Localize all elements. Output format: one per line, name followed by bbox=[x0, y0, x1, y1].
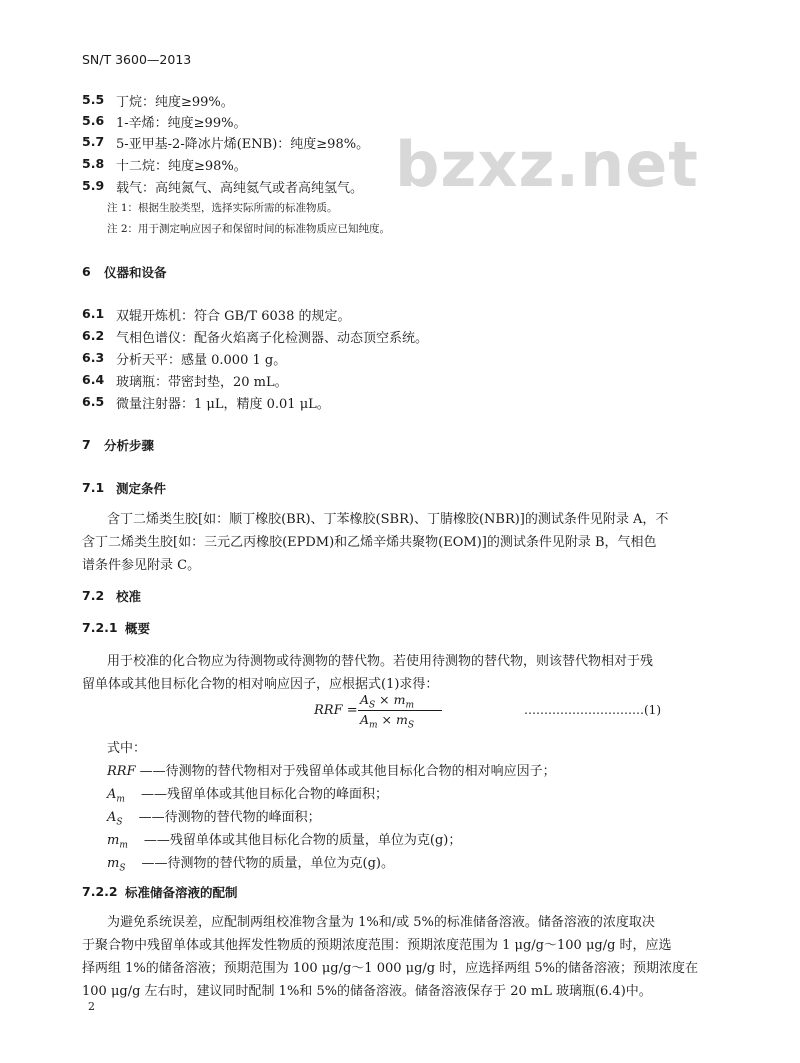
paragraph-7-1-line-2: 含丁二烯类生胶[如：三元乙丙橡胶(EPDM)和乙烯辛烯共聚物(EOM)]的测试条件见附录 B，气相色 bbox=[82, 535, 657, 550]
definition-subscript: S bbox=[116, 817, 123, 828]
definition-text: 待测物的替代物的质量，单位为克(g)。 bbox=[167, 856, 394, 871]
item-6-1-number: 6.1 bbox=[82, 306, 105, 321]
paragraph-7-2-2-line-1: 为避免系统误差，应配制两组校准物含量为 1%和/或 5%的标准储备溶液。储备溶液的浓度取决 bbox=[107, 915, 655, 930]
definition-dash: —— bbox=[143, 833, 170, 848]
item-5-5-number: 5.5 bbox=[82, 92, 105, 107]
item-6-2-text: 气相色谱仪：配备火焰离子化检测器、动态顶空系统。 bbox=[116, 331, 429, 346]
item-5-9-number: 5.9 bbox=[82, 178, 105, 193]
item-6-1-text: 双辊开炼机：符合 GB/T 6038 的规定。 bbox=[116, 309, 351, 324]
paragraph-7-2-2-line-2: 于聚合物中残留单体或其他挥发性物质的预期浓度范围：预期浓度范围为 1 μg/g～100 μg/g 时，应选 bbox=[82, 938, 672, 953]
definition-a-m bbox=[107, 783, 388, 805]
definition-subscript: m bbox=[116, 794, 125, 805]
definition-text: 待测物的替代物的峰面积； bbox=[164, 810, 321, 825]
section-7-number: 7 bbox=[82, 437, 91, 452]
section-7-2-2-title: 标准储备溶液的配制 bbox=[125, 885, 238, 900]
definition-a-s bbox=[107, 806, 321, 828]
item-6-5-number: 6.5 bbox=[82, 394, 105, 409]
definition-rrf bbox=[107, 760, 556, 779]
section-7-2-number: 7.2 bbox=[82, 588, 105, 603]
section-7-2-1-title: 概要 bbox=[125, 621, 151, 636]
section-7-1-title: 测定条件 bbox=[116, 481, 167, 496]
section-7-title: 分析步骤 bbox=[104, 438, 155, 453]
standard-code: SN/T 3600—2013 bbox=[82, 52, 192, 67]
item-5-9-text: 载气：高纯氮气、高纯氦气或者高纯氢气。 bbox=[116, 181, 364, 196]
definition-m-m bbox=[107, 829, 461, 851]
definition-dash: —— bbox=[139, 764, 166, 779]
item-5-8-number: 5.8 bbox=[82, 156, 105, 171]
note-2: 注 2：用于测定响应因子和保留时间的标准物质应已知纯度。 bbox=[107, 223, 391, 235]
formula-equation-number: …………………………(1) bbox=[524, 703, 661, 717]
paragraph-7-2-2-line-4: 100 μg/g 左右时，建议同时配制 1%和 5%的储备溶液。储备溶液保存于 20 mL 玻璃瓶(6.4)中。 bbox=[82, 984, 652, 999]
definition-symbol: m bbox=[107, 833, 120, 848]
item-5-6-text: 1-辛烯：纯度≥99%。 bbox=[116, 116, 247, 131]
watermark: bzxz.net bbox=[395, 128, 699, 201]
definition-dash: —— bbox=[138, 810, 165, 825]
definition-symbol: A bbox=[107, 787, 117, 802]
formula-numerator: $A_S \times m_m$ bbox=[360, 692, 415, 711]
paragraph-7-2-1-line-1: 用于校准的化合物应为待测物或待测物的替代物。若使用待测物的替代物，则该替代物相对于残 bbox=[107, 654, 654, 669]
item-5-8-text: 十二烷：纯度≥98%。 bbox=[116, 159, 247, 174]
definition-symbol: RRF bbox=[107, 764, 136, 779]
definition-text: 残留单体或其他目标化合物的峰面积； bbox=[166, 787, 388, 802]
section-7-2-2-number: 7.2.2 bbox=[82, 884, 118, 899]
item-6-4-number: 6.4 bbox=[82, 372, 105, 387]
definition-text: 残留单体或其他目标化合物的质量，单位为克(g)； bbox=[169, 833, 462, 848]
item-5-7-number: 5.7 bbox=[82, 134, 105, 149]
definition-subscript: m bbox=[119, 840, 128, 851]
paragraph-7-2-1-line-2: 留单体或其他目标化合物的相对响应因子，应根据式(1)求得： bbox=[82, 677, 439, 692]
item-6-2-number: 6.2 bbox=[82, 328, 105, 343]
item-6-5-text: 微量注射器：1 μL，精度 0.01 μL。 bbox=[116, 397, 330, 412]
definition-dash: —— bbox=[141, 856, 168, 871]
section-7-2-1-number: 7.2.1 bbox=[82, 620, 118, 635]
item-5-6-number: 5.6 bbox=[82, 113, 105, 128]
formula-lhs: RRF = bbox=[314, 703, 358, 718]
definition-m-s bbox=[107, 852, 394, 874]
section-6-number: 6 bbox=[82, 264, 91, 279]
note-1: 注 1：根据生胶类型，选择实际所需的标准物质。 bbox=[107, 202, 338, 214]
item-6-3-number: 6.3 bbox=[82, 350, 105, 365]
item-5-5-text: 丁烷：纯度≥99%。 bbox=[116, 95, 234, 110]
paragraph-7-1-line-3: 谱条件参见附录 C。 bbox=[82, 558, 201, 573]
section-7-1-number: 7.1 bbox=[82, 480, 105, 495]
definition-dash: —— bbox=[140, 787, 167, 802]
section-6-title: 仪器和设备 bbox=[104, 265, 167, 280]
section-7-2-title: 校准 bbox=[116, 589, 142, 604]
paragraph-7-2-2-line-3: 择两组 1%的储备溶液；预期范围为 100 μg/g～1 000 μg/g 时，应选择两组 5%的储备溶液；预期浓度在 bbox=[82, 961, 699, 976]
definition-text: 待测物的替代物相对于残留单体或其他目标化合物的相对响应因子； bbox=[165, 764, 556, 779]
page-number: 2 bbox=[88, 1000, 95, 1013]
definition-symbol: m bbox=[107, 856, 120, 871]
item-6-4-text: 玻璃瓶：带密封垫，20 mL。 bbox=[116, 375, 288, 390]
item-6-3-text: 分析天平：感量 0.000 1 g。 bbox=[116, 353, 287, 368]
formula-denominator: $A_m \times m_S$ bbox=[360, 712, 415, 731]
formula-fraction-bar bbox=[358, 710, 442, 711]
item-5-7-text: 5-亚甲基-2-降冰片烯(ENB)：纯度≥98%。 bbox=[116, 137, 370, 152]
definition-symbol: A bbox=[107, 810, 117, 825]
paragraph-7-1-line-1: 含丁二烯类生胶[如：顺丁橡胶(BR)、丁苯橡胶(SBR)、丁腈橡胶(NBR)]的测试条件见附录 A，不 bbox=[107, 512, 669, 527]
where-label: 式中： bbox=[107, 741, 147, 756]
definition-subscript: S bbox=[119, 863, 126, 874]
